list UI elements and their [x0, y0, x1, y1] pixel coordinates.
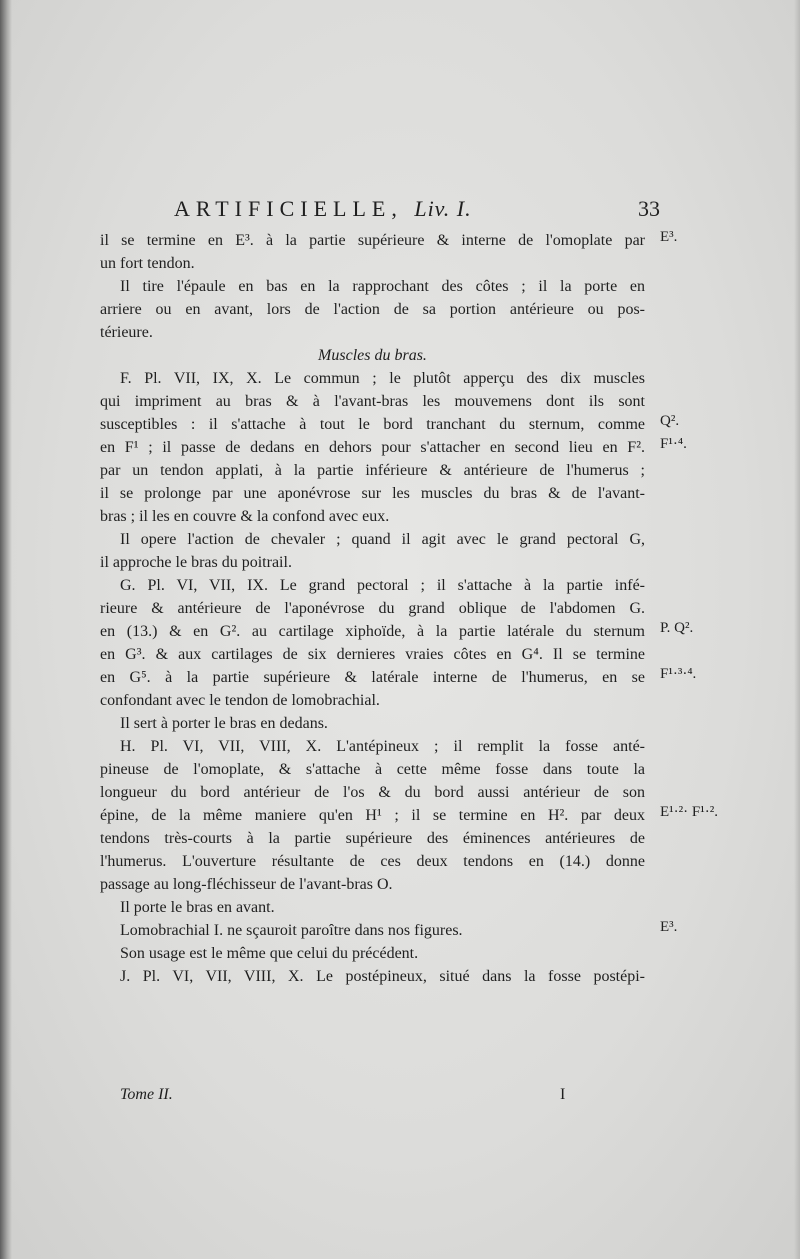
text-line: un fort tendon.: [100, 255, 195, 272]
text-line: épine, de la même maniere qu'en H¹ ; il se termine en H². par deux: [100, 807, 645, 824]
margin-note: E¹·²· F¹·².: [660, 804, 718, 820]
body-text: [100, 229, 645, 988]
text-line: confondant avec le tendon de lomobrachial.: [100, 692, 380, 709]
text-line: Il porte le bras en avant.: [120, 899, 275, 916]
running-title-text: ARTIFICIELLE,: [174, 196, 403, 221]
text-line: pineuse de l'omoplate, & s'attache à cette même fosse dans toute la: [100, 761, 645, 778]
volume-label: Tome II.: [120, 1086, 173, 1103]
margin-note: P. Q².: [660, 620, 694, 636]
text-line: F. Pl. VII, IX, X. Le commun ; le plutôt apperçu des dix muscles: [120, 370, 645, 387]
text-line: en (13.) & en G². au cartilage xiphoïde, à la partie latérale du sternum: [100, 623, 645, 640]
signature-mark: I: [560, 1086, 566, 1103]
text-line: en F¹ ; il passe de dedans en dehors pour s'attacher en second lieu en F².: [100, 439, 645, 456]
section-heading: Muscles du bras.: [318, 347, 427, 364]
text-line: longueur du bord antérieur de l'os & du bord aussi antérieur de son: [100, 784, 645, 801]
text-line: en G⁵. à la partie supérieure & latérale interne de l'humerus, en se: [100, 669, 645, 686]
running-title-book: Liv. I.: [414, 196, 472, 221]
text-line: rieure & antérieure de l'aponévrose du grand oblique de l'abdomen G.: [100, 600, 645, 617]
text-line: il approche le bras du poitrail.: [100, 554, 292, 571]
text-line: térieure.: [100, 324, 153, 341]
text-line: tendons très-courts à la partie supérieure des éminences antérieures de: [100, 830, 645, 847]
page-header: [100, 196, 660, 226]
text-line: J. Pl. VI, VII, VIII, X. Le postépineux, situé dans la fosse postépi-: [120, 968, 645, 985]
text-line: l'humerus. L'ouverture résultante de ces deux tendons en (14.) donne: [100, 853, 645, 870]
text-line: en G³. & aux cartilages de six dernieres vraies côtes en G⁴. Il se termine: [100, 646, 645, 663]
page-edge-shadow: [794, 0, 800, 1259]
text-line: G. Pl. VI, VII, IX. Le grand pectoral ; il s'attache à la partie infé-: [120, 577, 645, 594]
page-gutter-shadow: [0, 0, 12, 1259]
text-line: H. Pl. VI, VII, VIII, X. L'antépineux ; il remplit la fosse anté-: [120, 738, 645, 755]
text-line: Son usage est le même que celui du précédent.: [120, 945, 419, 962]
running-title: [174, 196, 472, 222]
text-line: Il opere l'action de chevaler ; quand il agit avec le grand pectoral G,: [120, 531, 645, 548]
text-line: il se prolonge par une aponévrose sur les muscles du bras & de l'avant-: [100, 485, 645, 502]
margin-note: Q².: [660, 413, 680, 429]
margin-note: F¹·³·⁴.: [660, 666, 697, 682]
text-line: Lomobrachial I. ne sçauroit paroître dans nos figures.: [120, 922, 463, 939]
text-line: arriere ou en avant, lors de l'action de sa portion antérieure ou pos-: [100, 301, 645, 318]
text-line: il se termine en E³. à la partie supérieure & interne de l'omoplate par: [100, 232, 645, 249]
text-line: bras ; il les en couvre & la confond avec eux.: [100, 508, 390, 525]
text-line: qui impriment au bras & à l'avant-bras les mouvemens dont ils sont: [100, 393, 645, 410]
margin-note: E³.: [660, 919, 678, 935]
margin-note: E³.: [660, 229, 678, 245]
text-line: passage au long-fléchisseur de l'avant-bras O.: [100, 876, 393, 893]
text-line: susceptibles : il s'attache à tout le bord tranchant du sternum, comme: [100, 416, 645, 433]
text-line: Il tire l'épaule en bas en la rapprochant des côtes ; il la porte en: [120, 278, 645, 295]
page-number: 33: [638, 196, 660, 221]
text-line: Il sert à porter le bras en dedans.: [120, 715, 328, 732]
text-line: par un tendon applati, à la partie inférieure & antérieure de l'humerus ;: [100, 462, 645, 479]
margin-note: F¹·⁴.: [660, 436, 687, 452]
